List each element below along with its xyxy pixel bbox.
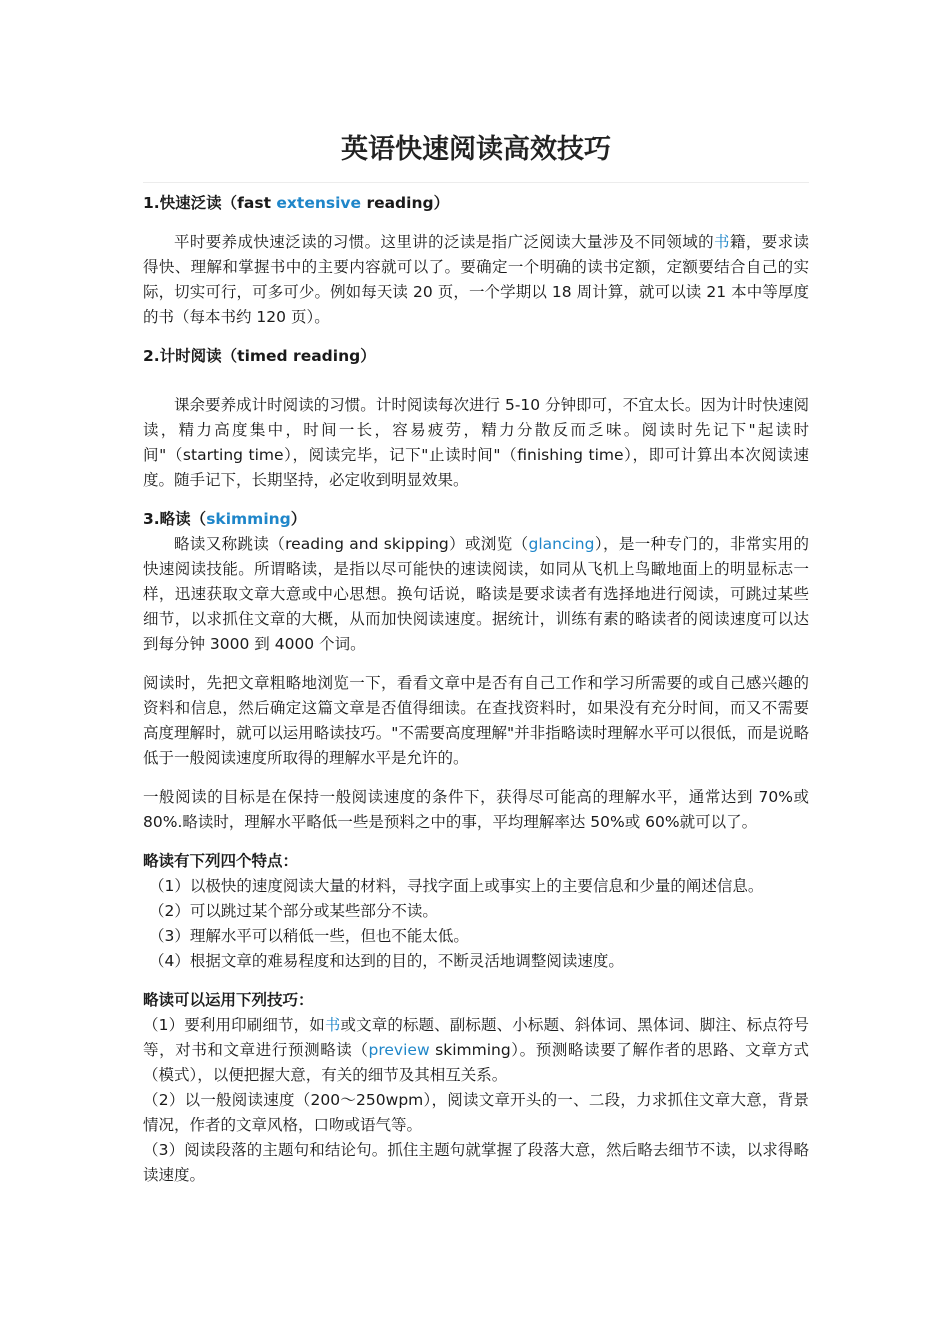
tip-3: （3）阅读段落的主题句和结论句。抓住主题句就掌握了段落大意，然后略去细节不读，以求得略读速度。 — [143, 1141, 809, 1184]
paragraph-text: 平时要养成快速泛读的习惯。这里讲的泛读是指广泛阅读大量涉及不同领域的 — [174, 233, 715, 251]
list-item: （1）以极快的速度阅读大量的材料，寻找字面上或事实上的主要信息和少量的阐述信息。 — [149, 877, 764, 895]
section-3-paragraph-3: 一般阅读的目标是在保持一般阅读速度的条件下，获得尽可能高的理解水平，通常达到 70%或 80%.略读时，理解水平略低一些是预料之中的事，平均理解率达 50%或 60%就可以了。 — [143, 788, 809, 831]
heading-text: ） — [290, 510, 307, 528]
heading-text: reading） — [361, 194, 450, 212]
paragraph-text: skimming）。预测略读要了解作者的思路、文章方式（模式），以便把握大意，有关的细节及其相互关系。 — [143, 1041, 809, 1084]
list-item: （3）理解水平可以稍低一些，但也不能太低。 — [149, 927, 469, 945]
tips-heading: 略读可以运用下列技巧： — [143, 991, 314, 1009]
section-1-heading — [143, 191, 809, 216]
list-item: （4）根据文章的难易程度和达到的目的，不断灵活地调整阅读速度。 — [149, 952, 624, 970]
paragraph-text: （1）要利用印刷细节，如 — [143, 1016, 325, 1034]
glancing-link[interactable]: glancing — [528, 535, 595, 553]
section-3-heading — [143, 507, 809, 532]
document-body — [143, 128, 809, 1188]
paragraph-text: ），是一种专门的，非常实用的快速阅读技能。所谓略读，是指以尽可能快的速读阅读，如同从飞机上鸟瞰地面上的明显标志一样，迅速获取文章大意或中心思想。换句话说，略读是要求读者有选择地进行阅读，可跳过某些细节，以求抓住文章的大概，从而加快阅读速度。据统计，训练有素的略读者的阅读速度可以达到每分钟 3000 到 4000 个词。 — [143, 535, 809, 653]
tip-2: （2）以一般阅读速度（200～250wpm），阅读文章开头的一、二段，力求抓住文章大意，背景情况，作者的文章风格，口吻或语气等。 — [143, 1091, 809, 1134]
heading-text: 1.快速泛读（fast — [143, 194, 277, 212]
page-title: 英语快速阅读高效技巧 — [143, 128, 809, 183]
section-2-heading: 2.计时阅读（timed reading） — [143, 347, 376, 365]
section-1-paragraph — [143, 230, 809, 330]
extensive-link[interactable]: extensive — [276, 194, 362, 212]
paragraph-text: 或文章的标题、副标题、小标题、斜体词、黑体词、脚注、标点符号等，对书和文章进行预测略读（ — [143, 1016, 809, 1059]
section-3-paragraph-2: 阅读时，先把文章粗略地浏览一下，看看文章中是否有自己工作和学习所需要的或自己感兴趣的资料和信息，然后确定这篇文章是否值得细读。在查找资料时，如果没有充分时间，而又不需要高度理解时，就可以运用略读技巧。"不需要高度理解"并非指略读时理解水平可以很低，而是说略低于一般阅读速度所取得的理解水平是允许的。 — [143, 674, 809, 767]
heading-text: 3.略读（ — [143, 510, 207, 528]
section-2-paragraph: 课余要养成计时阅读的习惯。计时阅读每次进行 5-10 分钟即可，不宜太长。因为计时快速阅读，精力高度集中，时间一长，容易疲劳，精力分散反而乏味。阅读时先记下"起读时间"（starting time），阅读完毕，记下"止读时间"（finishing time），即可计算出本次阅读速度。随手记下，长期坚持，必定收到明显效果。 — [143, 396, 809, 489]
skimming-link[interactable]: skimming — [206, 510, 291, 528]
features-list — [143, 874, 809, 974]
tip-1 — [143, 1013, 809, 1088]
features-heading: 略读有下列四个特点： — [143, 852, 299, 870]
book-link[interactable]: 书 — [324, 1016, 341, 1034]
book-link[interactable]: 书 — [714, 233, 730, 251]
paragraph-text: 籍，要求读得快、理解和掌握书中的主要内容就可以了。要确定一个明确的读书定额，定额要结合自己的实际，切实可行，可多可少。例如每天读 20 页，一个学期以 18 周计算，就可以读 21 本中等厚度的书（每本书约 120 页）。 — [143, 233, 809, 326]
section-3-paragraph-1 — [143, 532, 809, 657]
list-item: （2）可以跳过某个部分或某些部分不读。 — [149, 902, 438, 920]
paragraph-text: 略读又称跳读（reading and skipping）或浏览（ — [174, 535, 529, 553]
preview-link[interactable]: preview — [368, 1041, 430, 1059]
